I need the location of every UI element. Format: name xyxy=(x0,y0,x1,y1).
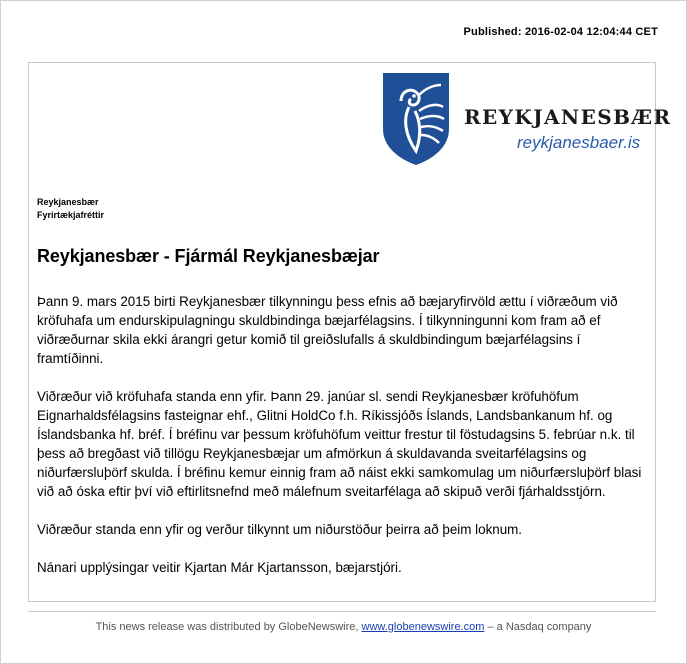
body-paragraph: Nánari upplýsingar veitir Kjartan Már Kjartansson, bæjarstjóri. xyxy=(37,560,402,575)
shield-emblem-icon xyxy=(381,71,451,166)
body-paragraph: Viðræður við kröfuhafa standa enn yfir. Þann 29. janúar sl. sendi Reykjanesbær kröfuhöfum Eignarhaldsfélagsins fasteignar ehf., Glitni HoldCo f.h. Ríkissjóðs Íslands, Landsbankanum hf. og Íslandsbanka hf. bréf. Í bréfinu var þessum kröfuhöfum veittur frestur til föstudagsins 5. febrúar n.k. til þess að bregðast við tillögu Reykjanesbæjar um afmörkun á skuldavanda sveitarfélagsins og niðurfærsluþörf skulda. Í bréfinu kemur einnig fram að náist ekki samkomulag um niðurfærsluþörf blasi við að óska eftir því við eftirlitsnefnd með málefnum sveitarfélaga að skipuð verði fjárhaldsstjórn. xyxy=(37,389,642,499)
distribution-footer xyxy=(0,621,687,633)
logo-wordmark: REYKJANESBÆR xyxy=(464,105,672,129)
reykjanesbaer-logo xyxy=(381,71,672,171)
release-card xyxy=(28,62,672,602)
globenewswire-link[interactable]: www.globenewswire.com xyxy=(361,621,485,633)
source-category: Fyrirtækjafréttir xyxy=(37,210,105,220)
logo-url: reykjanesbaer.is xyxy=(517,133,641,152)
release-source xyxy=(37,196,104,222)
source-company: Reykjanesbær xyxy=(37,197,99,207)
published-label: Published: xyxy=(463,26,522,38)
footer-prefix: This news release was distributed by GlobeNewswire, xyxy=(95,621,359,633)
footer-divider xyxy=(28,611,656,612)
release-title: Reykjanesbær - Fjármál Reykjanesbæjar xyxy=(37,246,380,266)
release-body xyxy=(37,292,649,596)
body-paragraph: Þann 9. mars 2015 birti Reykjanesbær tilkynningu þess efnis að bæjaryfirvöld ættu í viðræðum við kröfuhafa um endurskipulagningu skuldbindinga bæjarfélagsins. Í tilkynningunni kom fram að ef viðræðurnar skila ekki árangri getur komið til greiðslufalls á skuldbindingum bæjarfélagsins í framtíðinni. xyxy=(37,294,618,366)
body-paragraph: Viðræður standa enn yfir og verður tilkynnt um niðurstöður þeirra að þeim loknum. xyxy=(37,522,523,537)
published-value: 2016-02-04 12:04:44 CET xyxy=(524,26,658,38)
published-timestamp xyxy=(463,26,658,38)
footer-suffix: – a Nasdaq company xyxy=(487,621,592,633)
